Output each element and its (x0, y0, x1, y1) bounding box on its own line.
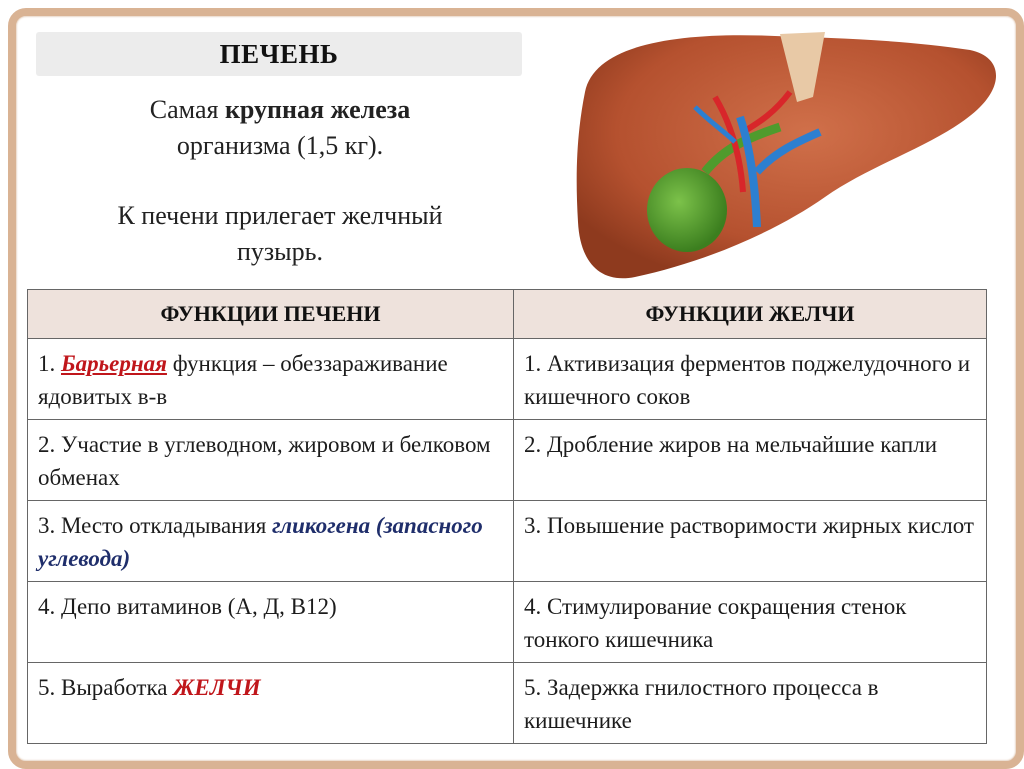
bile-function-3: 3. Повышение растворимости жирных кислот (514, 501, 987, 582)
highlight-barrier: Барьерная (61, 351, 167, 376)
bile-function-2: 2. Дробление жиров на мельчайшие капли (514, 420, 987, 501)
intro-line2: организма (1,5 кг). (176, 131, 384, 160)
table-row (28, 420, 987, 501)
intro-line3: К печени прилегает желчный (117, 201, 443, 230)
liver-function-5: 5. Выработка ЖЕЛЧИ (28, 663, 514, 744)
gallbladder (647, 168, 727, 252)
liver-function-1: 1. Барьерная функция – обеззараживание ядовитых в-в (28, 339, 514, 420)
bile-function-4: 4. Стимулирование сокращения стенок тонкого кишечника (514, 582, 987, 663)
bile-function-1: 1. Активизация ферментов поджелудочного и кишечного соков (514, 339, 987, 420)
functions-table (27, 289, 987, 744)
page-title: ПЕЧЕНЬ (219, 39, 339, 69)
intro-line1-pre: Самая (149, 95, 225, 124)
intro-line1-bold: крупная железа (224, 95, 411, 124)
highlight-glycogen: гликогена (запасного углевода) (38, 513, 483, 571)
header-bile-functions: ФУНКЦИИ ЖЕЛЧИ (514, 290, 987, 339)
liver-function-4: 4. Депо витаминов (А, Д, В12) (28, 582, 514, 663)
header-liver-functions: ФУНКЦИИ ПЕЧЕНИ (28, 290, 514, 339)
bile-function-5: 5. Задержка гнилостного процесса в кишечнике (514, 663, 987, 744)
liver-function-3: 3. Место откладывания гликогена (запасного углевода) (28, 501, 514, 582)
intro-text (40, 92, 520, 270)
table-row (28, 663, 987, 744)
table-row (28, 339, 987, 420)
liver-illustration (575, 22, 1005, 284)
table-row (28, 582, 987, 663)
intro-line4: пузырь. (236, 237, 323, 266)
table-row (28, 501, 987, 582)
liver-shape (577, 35, 996, 278)
liver-function-2: 2. Участие в углеводном, жировом и белковом обменах (28, 420, 514, 501)
highlight-bile: ЖЕЛЧИ (173, 675, 261, 700)
